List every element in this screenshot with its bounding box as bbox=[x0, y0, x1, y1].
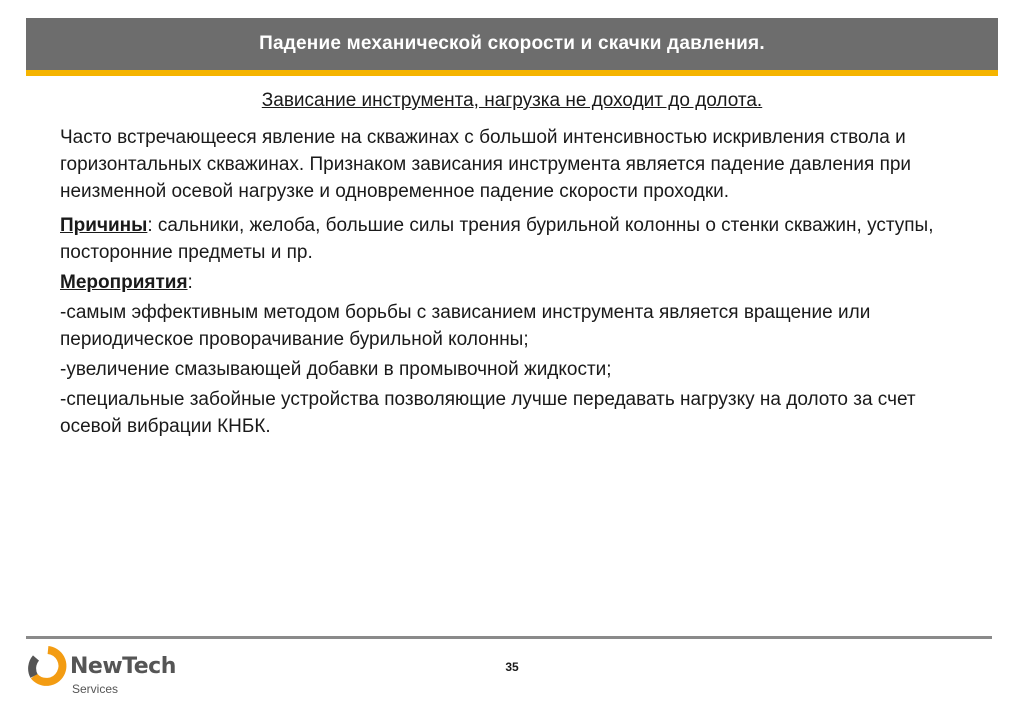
intro-paragraph: Часто встречающееся явление на скважинах с большой интенсивностью искривления ствола и горизонтальных скважинах. Признаком зависания инструмента является падение давления при неизменной осевой нагрузке и одновременное падение скорости проходки. bbox=[60, 127, 912, 202]
causes-label: Причины bbox=[60, 215, 148, 236]
causes-text: : сальники, желоба, большие силы трения бурильной колонны о стенки скважин, уступы, посторонние предметы и пр. bbox=[60, 215, 934, 263]
slide-title: Падение механической скорости и скачки давления. bbox=[259, 33, 765, 54]
measures-colon: : bbox=[187, 272, 193, 293]
logo-sub: Services bbox=[72, 682, 119, 696]
measure-item: -самым эффективным методом борьбы с зависанием инструмента является вращение или периодическое проворачивание бурильной колонны; bbox=[60, 302, 871, 350]
slide-body bbox=[60, 124, 960, 443]
footer-divider bbox=[26, 636, 992, 639]
newtech-logo-icon bbox=[28, 646, 68, 690]
measure-item: -специальные забойные устройства позволяющие лучше передавать нагрузку на долото за счет осевой вибрации КНБК. bbox=[60, 389, 916, 437]
title-bar bbox=[26, 18, 998, 70]
measures-heading bbox=[60, 269, 960, 296]
causes-paragraph bbox=[60, 212, 960, 266]
slide-subtitle: Зависание инструмента, нагрузка не доходит до долота. bbox=[261, 90, 763, 111]
measure-item: -увеличение смазывающей добавки в промывочной жидкости; bbox=[60, 359, 612, 380]
title-accent-line bbox=[26, 70, 998, 76]
measures-label: Мероприятия bbox=[60, 272, 188, 293]
page-number: 35 bbox=[505, 660, 519, 674]
logo-name: NewTech bbox=[70, 654, 176, 679]
newtech-logo bbox=[28, 646, 198, 702]
